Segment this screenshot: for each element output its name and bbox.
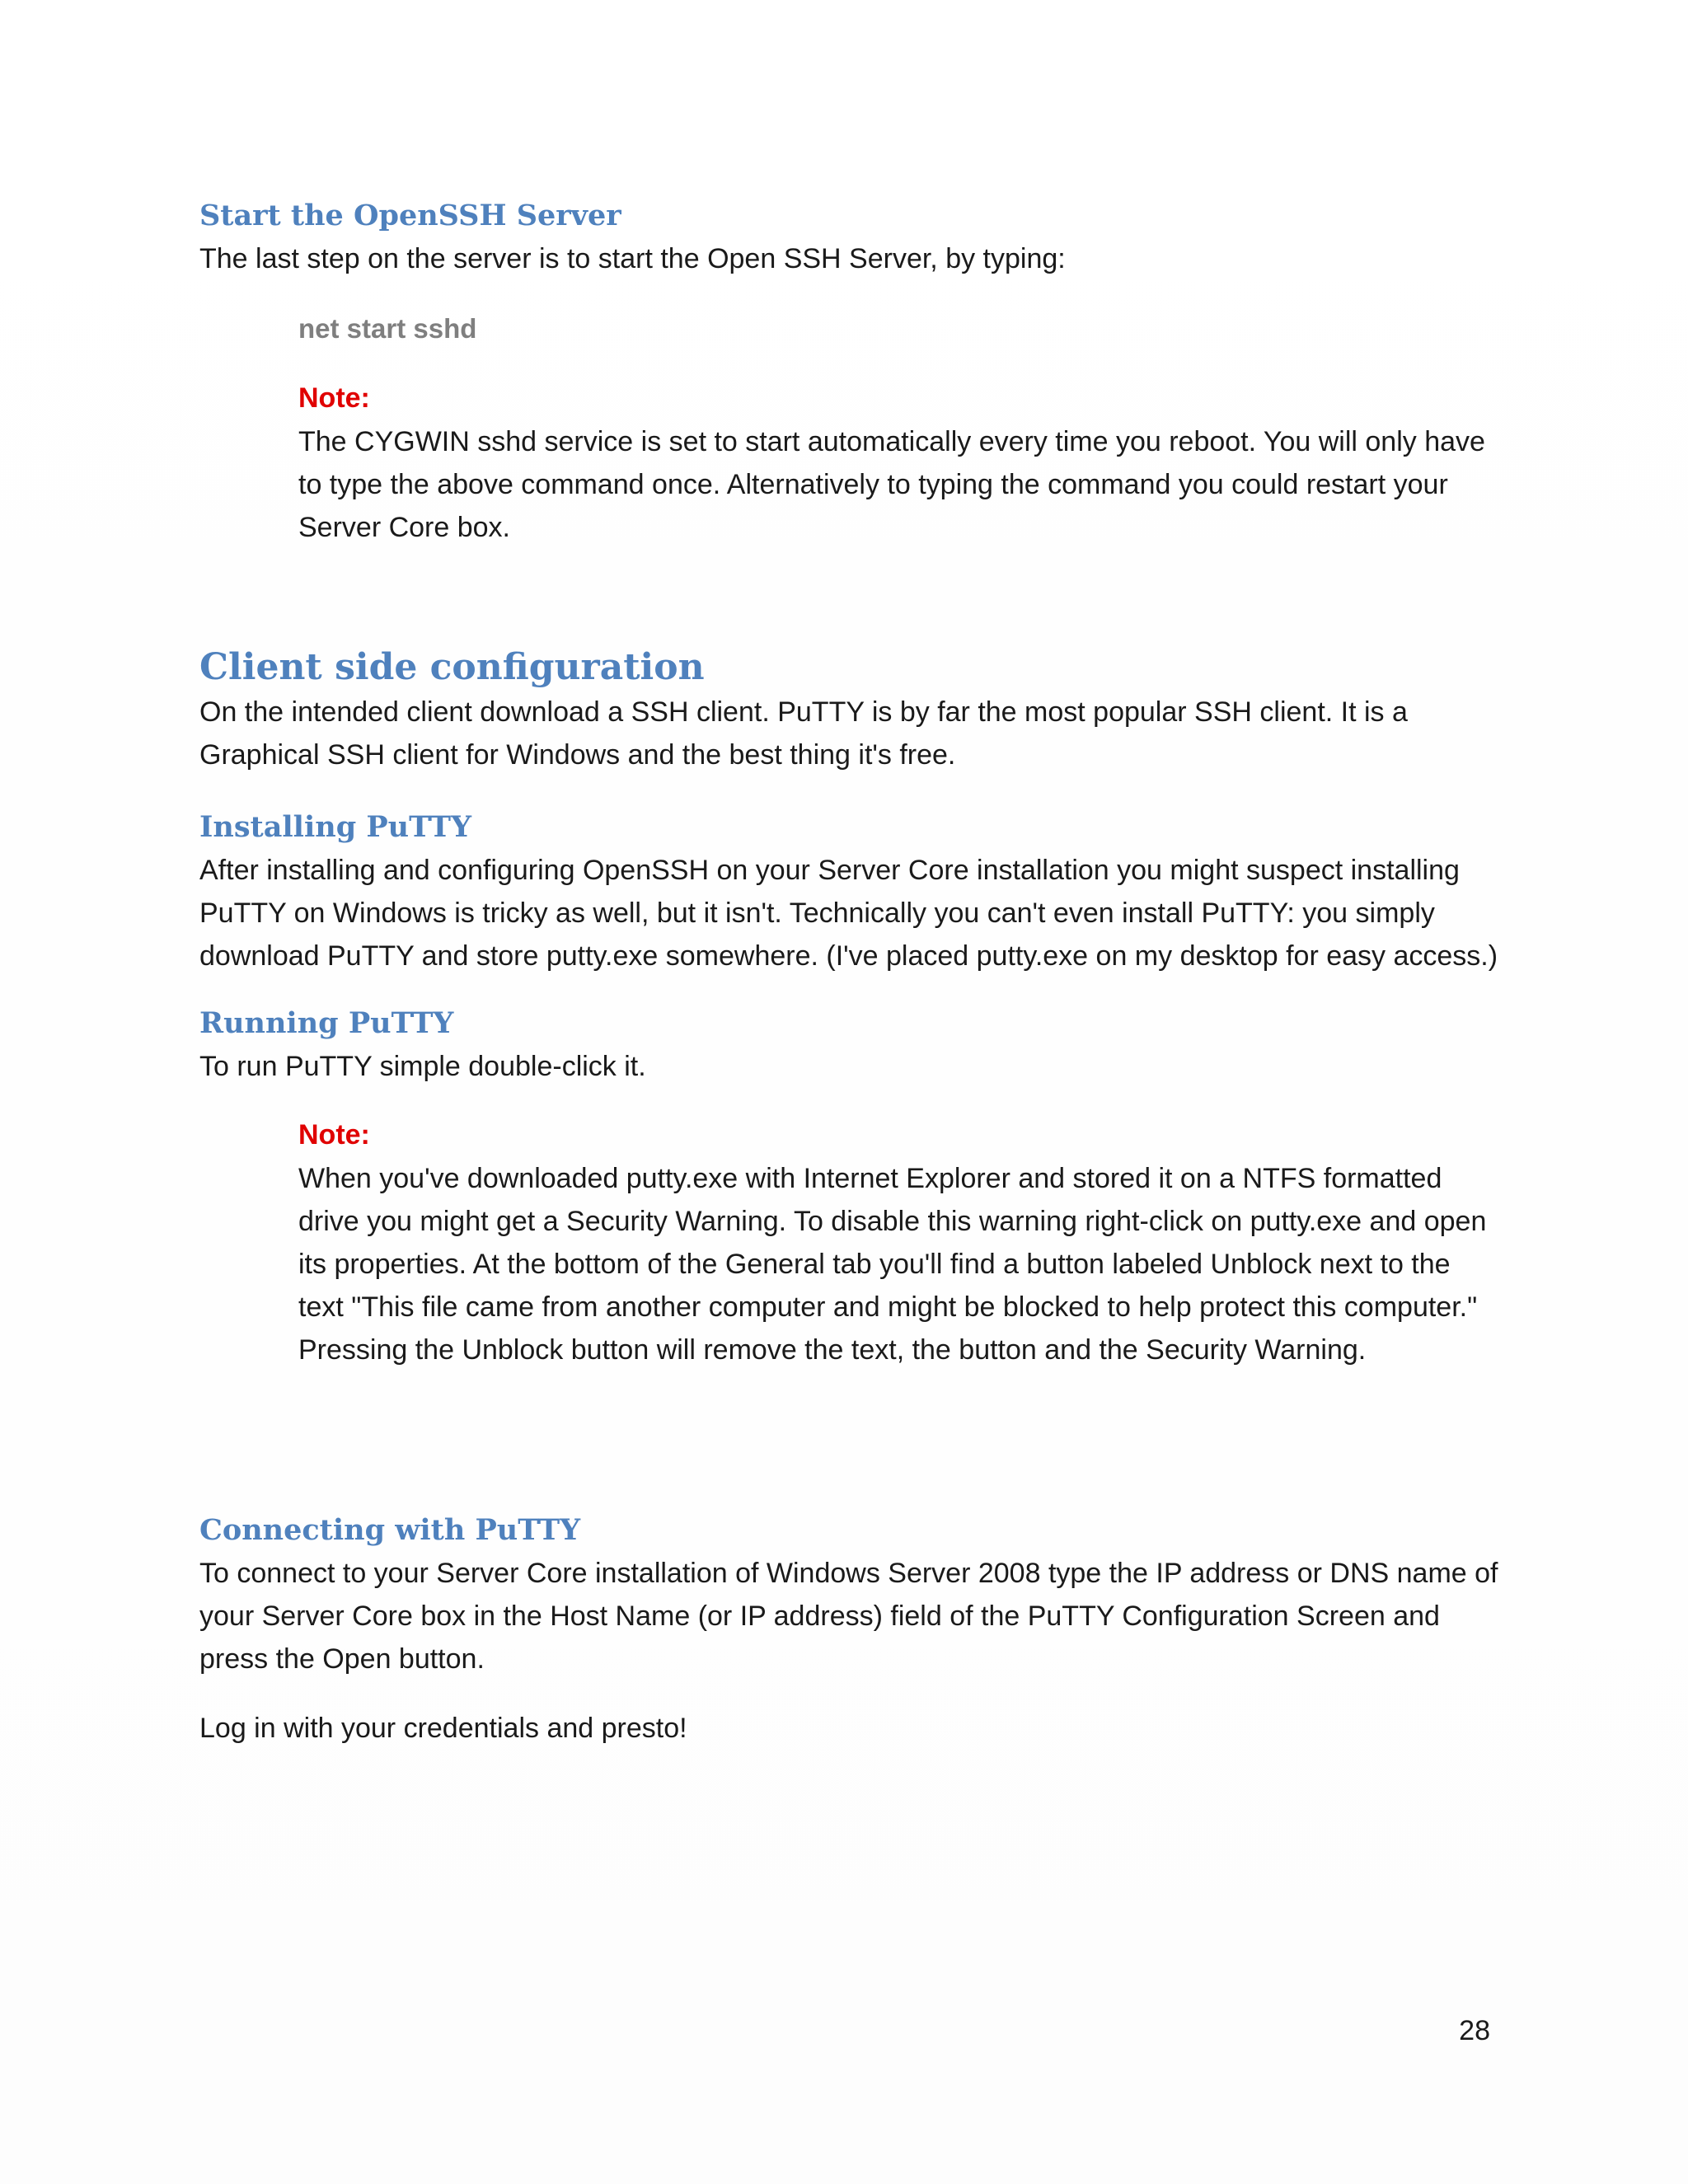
heading-connecting-putty: Connecting with PuTTY xyxy=(199,1513,581,1547)
client-config-body: On the intended client download a SSH client. PuTTY is by far the most popular SSH client. It is a Graphical SSH client for Windows and the best thing it's free. xyxy=(199,696,1408,771)
connecting-putty-body: To connect to your Server Core installation of Windows Server 2008 type the IP address or DNS name of your Server Core box in the Host Name (or IP address) field of the PuTTY Configuration Screen and press the Open button. xyxy=(199,1558,1498,1675)
start-openssh-body: The last step on the server is to start the Open SSH Server, by typing: xyxy=(199,243,1066,274)
section-running-putty xyxy=(199,1005,1502,1088)
command-block xyxy=(298,310,1502,348)
page-number: 28 xyxy=(1459,2015,1490,2046)
running-putty-body: To run PuTTY simple double-click it. xyxy=(199,1051,646,1082)
closing-text: Log in with your credentials and presto! xyxy=(199,1713,687,1744)
note-text-2: When you've downloaded putty.exe with Internet Explorer and stored it on a NTFS formatted drive you might get a Security Warning. To disable this warning right-click on putty.exe and open its properties. At the bottom of the General tab you'll find a button labeled Unblock next to the text "This file came from another computer and might be blocked to help protect this computer." Pressing the Unblock button will remove the text, the button and the Security Warning. xyxy=(298,1163,1487,1366)
section-start-openssh xyxy=(199,198,1502,280)
heading-installing-putty: Installing PuTTY xyxy=(199,810,471,844)
section-connecting-putty xyxy=(199,1512,1502,1750)
heading-running-putty: Running PuTTY xyxy=(199,1006,454,1040)
note-text-1: The CYGWIN sshd service is set to start automatically every time you reboot. You will only have to type the above command once. Alternatively to typing the command you could restart your Server Core box. xyxy=(298,426,1485,543)
section-installing-putty xyxy=(199,809,1502,977)
heading-client-config: Client side configuration xyxy=(199,646,705,688)
note-label-2: Note: xyxy=(298,1119,370,1151)
command-text: net start sshd xyxy=(298,313,477,344)
note-block-1 xyxy=(298,379,1502,549)
installing-putty-body: After installing and configuring OpenSSH on your Server Core installation you might suspect installing PuTTY on Windows is tricky as well, but it isn't. Technically you can't even install PuTTY: you simply download PuTTY and store putty.exe somewhere. (I've placed putty.exe on my desktop for easy access.) xyxy=(199,855,1498,972)
note-label-1: Note: xyxy=(298,382,370,414)
heading-start-openssh: Start the OpenSSH Server xyxy=(199,199,621,232)
note-block-2 xyxy=(298,1116,1493,1371)
section-client-config xyxy=(199,644,1502,776)
